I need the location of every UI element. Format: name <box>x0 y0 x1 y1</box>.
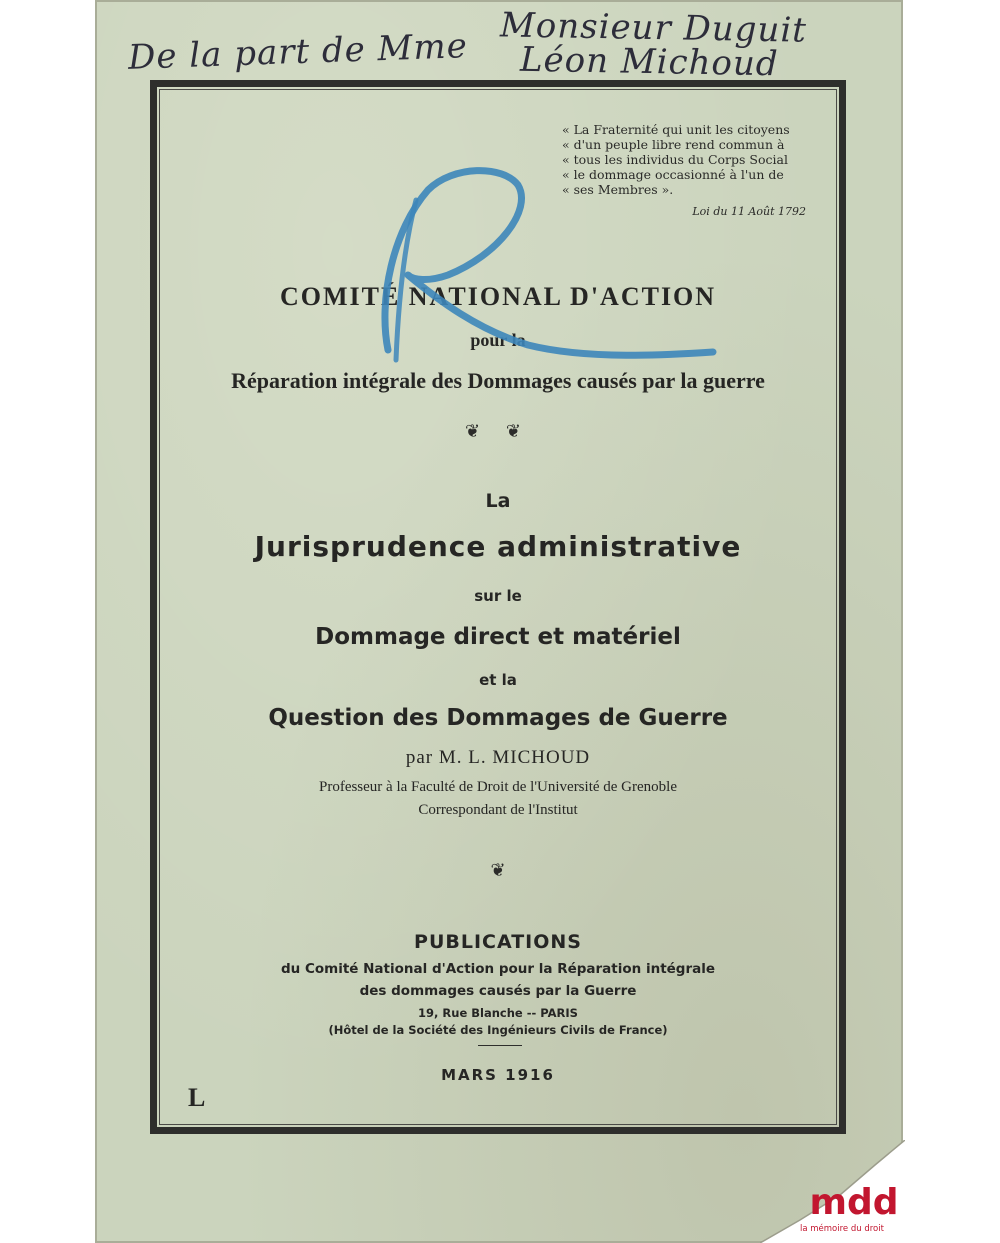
epigraph-line: « tous les individus du Corps Social <box>562 152 788 167</box>
publication-date: MARS 1916 <box>441 1066 555 1084</box>
corner-letter: L <box>188 1083 206 1112</box>
handwritten-line-recipient: Monsieur Duguit <box>499 5 808 51</box>
publications-divider <box>478 1045 522 1046</box>
epigraph-line: « La Fraternité qui unit les citoyens <box>562 122 790 137</box>
book-connector-et: et la <box>479 671 517 689</box>
author-name: par M. L. MICHOUD <box>405 747 591 768</box>
fleuron-ornament-pair: ❦ ❦ <box>465 421 531 442</box>
epigraph-line: « ses Membres ». <box>562 182 674 197</box>
logo-mark-text: mdd <box>809 1182 899 1220</box>
handwritten-dedication <box>127 5 888 88</box>
handwritten-line-left: De la part de Mme <box>127 26 469 78</box>
author-title: Professeur à la Faculté de Droit de l'Université de Grenoble <box>318 779 677 795</box>
publications-line-1: du Comité National d'Action pour la Réparation intégrale <box>280 961 716 977</box>
mdd-logo <box>806 1180 902 1220</box>
book-article: La <box>485 490 511 512</box>
epigraph-line: « le dommage occasionné à l'un de <box>562 167 784 182</box>
fleuron-ornament: ❦ <box>490 860 506 881</box>
handwritten-line-sender: Léon Michoud <box>519 39 779 85</box>
committee-subtitle: Réparation intégrale des Dommages causés par la guerre <box>231 368 765 393</box>
publications-heading: PUBLICATIONS <box>414 931 582 953</box>
committee-pour: pour la <box>470 330 526 350</box>
publications-line-2: des dommages causés par la Guerre <box>359 983 637 999</box>
logo-tagline: la mémoire du droit <box>800 1224 900 1234</box>
committee-title: COMITÉ NATIONAL D'ACTION <box>279 282 717 311</box>
book-connector-sur: sur le <box>474 587 522 605</box>
book-subtitle-1: Dommage direct et matériel <box>315 624 681 650</box>
epigraph-source: Loi du 11 Août 1792 <box>692 205 806 218</box>
book-subtitle-2: Question des Dommages de Guerre <box>268 705 728 731</box>
epigraph-line: « d'un peuple libre rend commun à <box>562 137 785 152</box>
blue-pencil-r-mark <box>368 160 728 380</box>
book-title: Jurisprudence administrative <box>254 530 742 563</box>
author-institution: Correspondant de l'Institut <box>418 802 578 818</box>
publications-hotel: (Hôtel de la Société des Ingénieurs Civils de France) <box>328 1023 668 1037</box>
publications-address: 19, Rue Blanche -- PARIS <box>418 1006 578 1020</box>
